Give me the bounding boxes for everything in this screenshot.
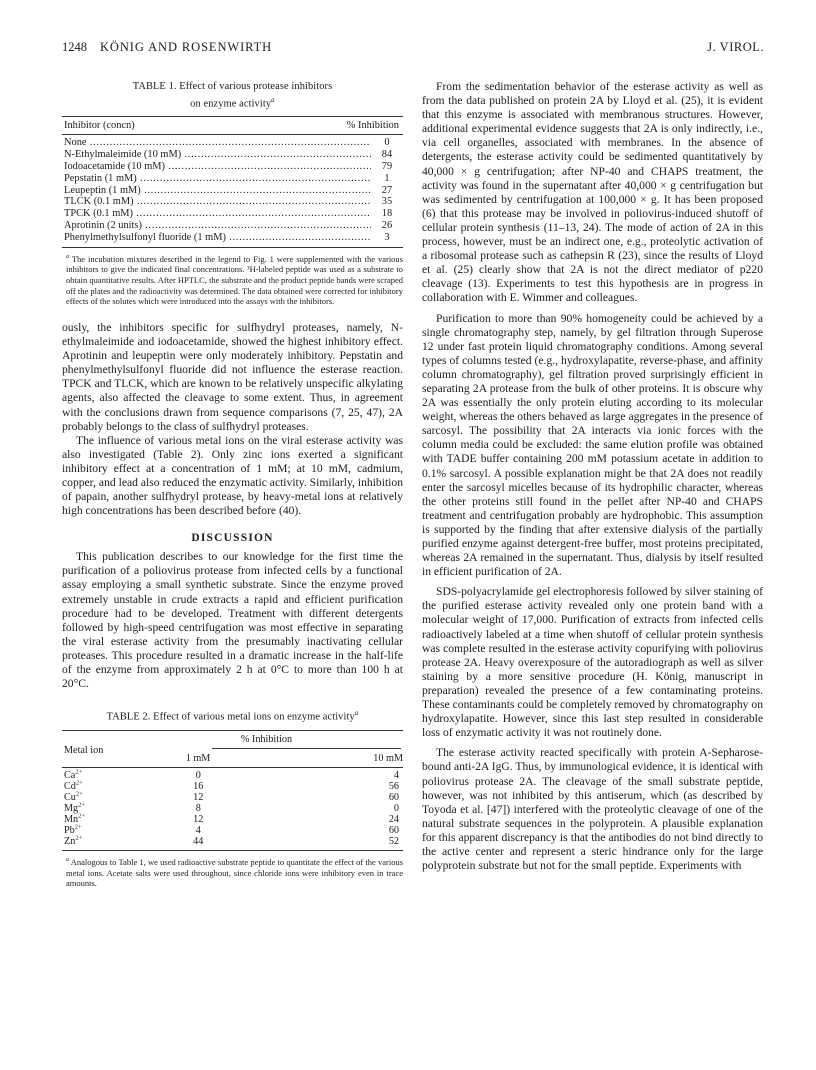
table2-ion bbox=[62, 770, 130, 781]
table2-ion-symbol: Ca bbox=[64, 770, 76, 782]
table2-ion-symbol: Mg bbox=[64, 803, 79, 815]
table2-ion-charge: 2+ bbox=[75, 779, 83, 787]
table2-ion bbox=[62, 792, 130, 803]
table2-ion-symbol: Cu bbox=[64, 792, 76, 804]
table2 bbox=[62, 707, 403, 889]
table1-inhibitor: Leupeptin (1 mM) ..... bbox=[64, 185, 371, 197]
table1-row bbox=[62, 149, 403, 161]
table2-value-10mm: 4 bbox=[393, 770, 399, 782]
table2-ion-charge: 2+ bbox=[75, 790, 83, 798]
table1-value: 84 bbox=[381, 149, 393, 161]
table1-footnote: $^a$ The incubation mixtures described in the legend to Fig. 1 were supplemented with the various inhibitors to give the indicated final concentrations. ³H-labeled peptide was used as a substrate to obtain quantitative results. After HPTLC, the substrate and the product peptide bands were scraped off the plates and the radioactivity was determined. The data obtained were corrected for inhibitory effects of the solutes which were introduced into the assays with the inhibitors. bbox=[66, 253, 403, 307]
table2-col-group: % Inhibition bbox=[240, 734, 293, 746]
table2-value-10mm: 56 bbox=[388, 781, 399, 793]
table2-value-1mm: 12 bbox=[193, 814, 204, 826]
table2-value-1mm: 4 bbox=[195, 825, 201, 837]
table1-row bbox=[62, 137, 403, 149]
table1-inhibitor: Phenylmethylsulfonyl fluoride (1 mM) ..... bbox=[64, 232, 371, 244]
table2-ion-charge: 2+ bbox=[75, 768, 83, 776]
table2-ion bbox=[62, 825, 130, 836]
table2-footnote: $^a$ Analogous to Table 1, we used radioactive substrate peptide to quantitate the effect of the various metal ions. Acetate salts were used throughout, since chloride ions were inhibitory even in trace amounts. bbox=[66, 857, 403, 889]
table2-ion-symbol: Cd bbox=[64, 781, 76, 793]
table1-row bbox=[62, 185, 403, 197]
table1-inhibitor: Pepstatin (1 mM) ..... bbox=[64, 173, 371, 185]
table2-value-10mm: 60 bbox=[388, 792, 399, 804]
table1-inhibitor: Iodoacetamide (10 mM) ..... bbox=[64, 161, 371, 173]
right-column bbox=[422, 80, 763, 873]
left-paragraph-1: ously, the inhibitors specific for sulfhydryl proteases, namely, N-ethylmaleimide and iodoacetamide, showed the highest inhibitory effect. Aprotinin and leupeptin were only moderately inhibitory. Pepstatin and phenylmethylsulfonyl fluoride did not influence the esterase reaction. TPCK and TLCK, which are known to be relatively unspecific alkylating agents, also affected the cleavage to some extent. Thus, in agreement with the conclusions drawn from sequence comparisons (7, 25, 47), 2A probably belongs to the class of sulfhydryl proteases. bbox=[62, 320, 403, 433]
table1-row bbox=[62, 196, 403, 208]
right-paragraph-3: SDS-polyacrylamide gel electrophoresis followed by silver staining of the purified esterase activity revealed only one protein band with a molecular weight of 17,000. Purification of extracts from infected cells radioactively labeled at a time when shutoff of cellular protein synthesis was complete resulted in the esterase activity copurifying with poliovirus protease 2A. Heavy overexposure of the autoradiograph as well as silver staining by a more sensitive procedure (H. König, manuscript in preparation) revealed the presence of a few contaminating proteins. These contaminants could be completely removed by chromatography on hydroxylapatite. However, since this last step resulted in considerable loss of enzymatic activity it was not routinely done. bbox=[422, 585, 763, 740]
table1-value: 0 bbox=[384, 137, 390, 149]
table2-value-1mm: 12 bbox=[193, 792, 204, 804]
table1-row bbox=[62, 161, 403, 173]
table1-value: 3 bbox=[384, 231, 390, 243]
table2-value-10mm: 60 bbox=[388, 825, 399, 837]
table2-value-1mm: 44 bbox=[193, 836, 204, 848]
table1-inhibitor: TPCK (0.1 mM) ..... bbox=[64, 208, 371, 220]
table2-body bbox=[62, 768, 403, 850]
table2-col-1mm: 1 mM bbox=[185, 753, 211, 765]
table2-value-1mm: 8 bbox=[195, 803, 201, 815]
table1-value: 1 bbox=[384, 172, 390, 184]
table2-footnote-text: Analogous to Table 1, we used radioactive substrate peptide to quantitate the effect of the various metal ions. Acetate salts were used throughout, since chloride ions were inhibitory even in trace amounts. bbox=[66, 857, 403, 889]
table1-caption-mark: a bbox=[271, 95, 275, 104]
table1-caption bbox=[62, 80, 403, 110]
page-number: 1248 bbox=[62, 40, 87, 54]
table1-inhibitor: Aprotinin (2 units) ..... bbox=[64, 220, 371, 232]
left-paragraph-2: The influence of various metal ions on the viral esterase activity was also investigated (Table 2). Only zinc ions exerted a significant inhibitory effect at a concentration of 1 mM; at 10 mM, cadmium, copper, and lead also reduced the enzymatic activity. Similarly, inhibition of papain, another sulfhydryl protease, by heavy-metal ions at relatively high concentrations has been described before (40). bbox=[62, 433, 403, 518]
table1-caption-line1: TABLE 1. Effect of various protease inhibitors bbox=[132, 81, 333, 92]
table2-ion-symbol: Mn bbox=[64, 814, 79, 826]
table2-value-10mm: 52 bbox=[388, 836, 399, 848]
table1-header bbox=[62, 117, 403, 135]
table1-row bbox=[62, 232, 403, 244]
table2-ion-charge: 2+ bbox=[78, 801, 86, 809]
table1 bbox=[62, 80, 403, 307]
running-head-authors: KÖNIG AND ROSENWIRTH bbox=[100, 40, 273, 54]
table2-value-1mm: 0 bbox=[195, 770, 201, 782]
left-paragraph-3: This publication describes to our knowledge for the first time the purification of a poliovirus protease from infected cells by a functional assay employing a small synthetic substrate. Since the enzyme proved extremely unstable in crude extracts a rapid and efficient purification procedure had to be developed. Treatment with different detergents followed by high-speed centrifugation was most effective in separating the viral esterase activity from the presumably inactivating cellular proteases. This procedure resulted in a dramatic increase in the half-life of the enzyme from approximately 2 h at 0°C to more than 100 h at 20°C. bbox=[62, 550, 403, 691]
table2-ion bbox=[62, 836, 130, 847]
section-title-discussion: DISCUSSION bbox=[191, 532, 274, 545]
table1-col-inhibitor: Inhibitor (concn) bbox=[64, 120, 135, 132]
right-paragraph-2: Purification to more than 90% homogeneity could be achieved by a single chromatography step, namely, by gel filtration through Superose 12 under fast protein liquid chromatography conditions. Among several types of columns tested (e.g., hydroxylapatite, reverse-phase, and affinity column chromatography), gel filtration proved surprisingly efficient in separating 2A protease from the bulk of other proteins. It is obscure why 2A was essentially the only protein eluting according to its molecular weight, whereas the others behaved as large aggregates in the presence of sarcosyl. The possibility that 2A interacts via ionic forces with the column media could be excluded: the same elution profile was obtained with TADE buffer containing 200 mM potassium acetate in addition to 0.1% sarcosyl. A possible explanation might be that 2A does not readily enter the sarcosyl micelles because of its hydrophilic character, whereas the other proteins still found in the pellet after NP-40 and CHAPS treatment and centrifugation probably are hydrophobic. This assumption is supported by the finding that after extensive dialysis of the partially purified enzyme against detergent-free buffer, most proteins precipitated, whereas 2A remained in the supernatant. Thus, dialysis by itself resulted in efficient purification of 2A. bbox=[422, 311, 764, 579]
table2-ion bbox=[62, 814, 130, 825]
page-header bbox=[62, 40, 764, 58]
table1-caption-line2: on enzyme activity bbox=[190, 97, 272, 109]
left-column bbox=[62, 80, 403, 889]
table1-value: 26 bbox=[381, 220, 393, 232]
table1-value: 27 bbox=[381, 184, 393, 196]
table1-value: 35 bbox=[381, 196, 393, 208]
table1-inhibitor: None ..... bbox=[64, 137, 371, 149]
table2-caption bbox=[62, 707, 403, 724]
table2-ion-charge: 2+ bbox=[74, 823, 82, 831]
table2-ion bbox=[62, 803, 130, 814]
table1-col-inhibition: % Inhibition bbox=[346, 120, 399, 132]
table2-value-1mm: 16 bbox=[193, 781, 204, 793]
table2-value-10mm: 24 bbox=[388, 814, 399, 826]
table2-ion-charge: 2+ bbox=[75, 834, 83, 842]
table1-body bbox=[62, 135, 403, 247]
table2-ion-charge: 2+ bbox=[78, 812, 86, 820]
table1-inhibitor: N-Ethylmaleimide (10 mM) ..... bbox=[64, 149, 371, 161]
table1-value: 79 bbox=[381, 161, 393, 173]
table2-col-10mm: 10 mM bbox=[373, 753, 403, 765]
table1-row bbox=[62, 208, 403, 220]
table1-footnote-text: The incubation mixtures described in the legend to Fig. 1 were supplemented with the various inhibitors to give the indicated final concentrations. ³H-labeled peptide was used as a substrate to obtain quantitative results. After HPTLC, the substrate and the product peptide bands were scraped off the plates and the radioactivity was determined. The data obtained were corrected for inhibitory effects of the solutes which were introduced into the assays with the inhibitors. bbox=[66, 253, 403, 307]
table1-value: 18 bbox=[381, 208, 393, 220]
table2-caption-mark: a bbox=[354, 709, 359, 718]
table2-caption-text: TABLE 2. Effect of various metal ions on enzyme activity bbox=[106, 711, 355, 723]
table1-row bbox=[62, 173, 403, 185]
table2-header bbox=[62, 731, 403, 767]
table2-col-metal: Metal ion bbox=[64, 745, 104, 757]
right-paragraph-1: From the sedimentation behavior of the esterase activity as well as from the data published on protein 2A by Lloyd et al. (25), it is evident that this enzyme is associated with membranous structures. However, additional experimental evidence suggests that 2A is only indirectly, i.e., via cell organelles, associated with membranes. In the absence of detergents, the esterase activity could be sedimented quantitatively by 40,000 × g centrifugation; after NP-40 and CHAPS treatment, the activity was found in the supernatant after 40,000 × g centrifugation but was sedimented by centrifugation at 100,000 × g. It has been proposed (6) that this protease may be involved in poliovirus-induced shutoff of cellular protein synthesis (11–13, 24). The mode of action of 2A in this process, however, must be an indirect one, e.g., proteolytic activation of a ribosomal protease such as cathepsin R (23), since the results of Lloyd et al. (25) clearly show that 2A is not the direct mediator of p220 cleavage (13). Experiments to test this hypothesis are in progress in collaboration with E. Wimmer and colleagues. bbox=[422, 80, 763, 305]
table1-inhibitor: TLCK (0.1 mM) ..... bbox=[64, 196, 371, 208]
right-paragraph-4: The esterase activity reacted specifically with protein A-Sepharose-bound anti-2A IgG. Thus, by immunological evidence, it is identical with poliovirus protease 2A. The cleavage of the small substrate peptide, however, was not inhibited by this antiserum, which (as described by Toyoda et al. [47]) interfered with the proteolytic cleavage of one of the natural substrate sequences in the polyprotein. A plausible explanation for this apparent discrepancy is that the antibodies do not bind directly to the active center and represent a steric hindrance only for the large polyprotein substrate but not for the small peptide. Experiments with bbox=[422, 746, 763, 873]
table2-ion bbox=[62, 781, 130, 792]
table1-row bbox=[62, 220, 403, 232]
table2-ion-symbol: Zn bbox=[64, 836, 76, 848]
table2-ion-symbol: Pb bbox=[64, 825, 75, 837]
table2-value-10mm: 0 bbox=[393, 803, 399, 815]
journal-name: J. VIROL. bbox=[707, 40, 764, 54]
